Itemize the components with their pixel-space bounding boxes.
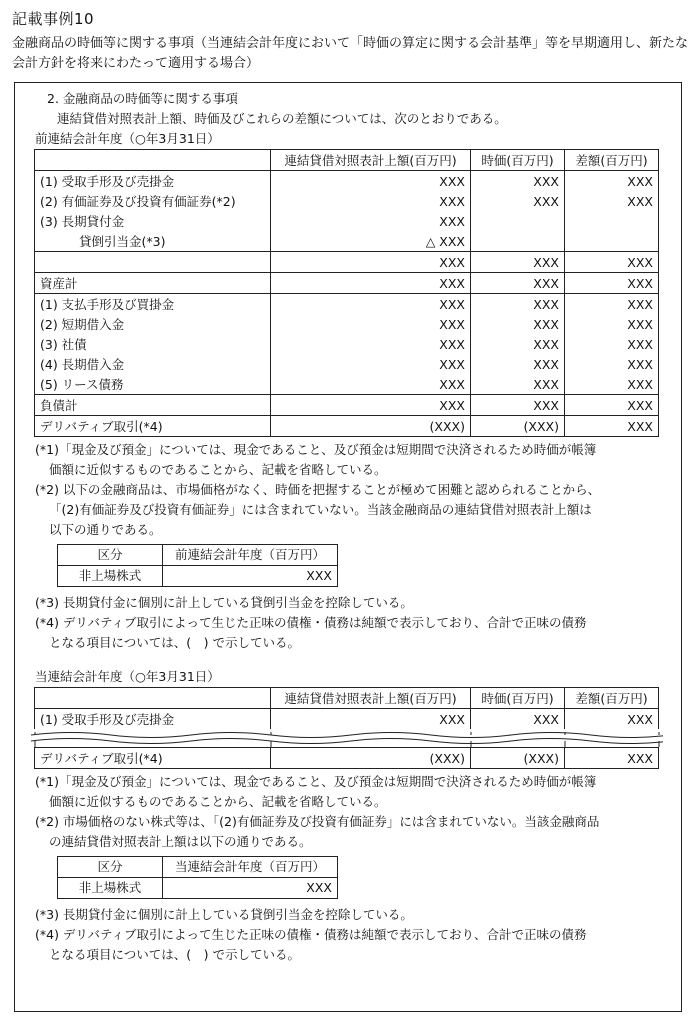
row-fair-value: XXX [471,314,565,334]
section-intro: 連結貸借対照表計上額、時価及びこれらの差額については、次のとおりである。 [57,111,507,126]
table-row [35,211,659,231]
row-label: 貸倒引当金(*3) [35,231,271,252]
small-cell-value: XXX [163,878,338,899]
row-fair-value: XXX [471,252,565,273]
row-book-value: XXX [271,374,471,395]
small-cell-value: XXX [163,566,338,587]
table-row [35,252,659,273]
prior-unlisted-table [57,544,338,587]
note-4-line-1: (*4) デリバティブ取引によって生じた正味の債権・債務は純額で表示しており、合計で正味の債務 [35,615,587,630]
row-label [35,252,271,273]
small-header-year: 当連結会計年度（百万円） [163,857,338,878]
small-table-header [58,545,338,566]
small-table-header [58,857,338,878]
note-4-line-2: となる項目については、( ) で示している。 [49,947,300,962]
row-label: (3) 社債 [35,334,271,354]
note-2-line-2: 「(2)有価証券及び投資有価証券」には含まれていない。当該金融商品の連結貸借対照表計上額は [49,502,592,517]
table-row [35,191,659,211]
row-fair-value: (XXX) [471,416,565,437]
row-label: (3) 長期貸付金 [35,211,271,231]
header-cell-fair-value: 時価(百万円) [471,150,565,171]
row-fair-value: XXX [471,171,565,192]
row-fair-value: XXX [471,374,565,395]
table-row [35,748,659,769]
header-cell-book-value: 連結貸借対照表計上額(百万円) [271,150,471,171]
row-label: デリバティブ取引(*4) [35,748,271,769]
table-row [35,273,659,294]
row-book-value: XXX [271,314,471,334]
note-1-line-2: 価額に近似するものであることから、記載を省略している。 [49,462,387,477]
current-table-bottom [34,747,659,769]
row-book-value: XXX [271,334,471,354]
row-book-value: (XXX) [271,416,471,437]
row-fair-value: XXX [471,294,565,315]
row-label: (2) 有価証券及び投資有価証券(*2) [35,191,271,211]
prior-table [34,149,659,437]
section-heading: 2. 金融商品の時価等に関する事項 [47,91,238,106]
row-fair-value: XXX [471,709,565,730]
row-label: 負債計 [35,395,271,416]
header-cell-difference: 差額(百万円) [565,688,659,709]
header-cell-fair-value: 時価(百万円) [471,688,565,709]
table-row [35,354,659,374]
table-header-row [35,150,659,171]
table-header-row [35,688,659,709]
row-fair-value [471,231,565,252]
small-table-row [58,566,338,587]
table-row [35,374,659,395]
small-cell-category: 非上場株式 [58,566,163,587]
header-cell-book-value: 連結貸借対照表計上額(百万円) [271,688,471,709]
row-book-value: (XXX) [271,748,471,769]
small-header-year: 前連結会計年度（百万円） [163,545,338,566]
table-row [35,709,659,730]
row-book-value: XXX [271,354,471,374]
table-row [35,231,659,252]
table-row [35,416,659,437]
row-book-value: XXX [271,273,471,294]
note-3: (*3) 長期貸付金に個別に計上している貸倒引当金を控除している。 [35,595,413,610]
row-fair-value: XXX [471,191,565,211]
header-cell-difference: 差額(百万円) [565,150,659,171]
row-difference [565,211,659,231]
table-row [35,395,659,416]
table-row [35,314,659,334]
row-difference [565,231,659,252]
row-difference: XXX [565,395,659,416]
table-row [35,294,659,315]
small-header-category: 区分 [58,545,163,566]
header-cell-blank [35,688,271,709]
row-label: (2) 短期借入金 [35,314,271,334]
row-label: (1) 支払手形及び買掛金 [35,294,271,315]
row-label: 資産計 [35,273,271,294]
note-1-line-1: (*1)「現金及び預金」については、現金であること、及び預金は短期間で決済されるため時価が帳簿 [35,442,597,457]
row-difference: XXX [565,252,659,273]
row-difference: XXX [565,294,659,315]
row-fair-value: (XXX) [471,748,565,769]
small-header-category: 区分 [58,857,163,878]
row-label: (5) リース債務 [35,374,271,395]
row-difference: XXX [565,314,659,334]
note-2-line-1: (*2) 市場価格のない株式等は、「(2)有価証券及び投資有価証券」には含まれていない。当該金融商品 [35,814,600,829]
prior-heading: 前連結会計年度（○年3月31日） [35,131,220,146]
row-fair-value: XXX [471,354,565,374]
note-2-line-2: の連結貸借対照表計上額は以下の通りである。 [49,834,312,849]
row-label: (1) 受取手形及び売掛金 [35,709,271,730]
row-difference: XXX [565,354,659,374]
note-1-line-2: 価額に近似するものであることから、記載を省略している。 [49,794,387,809]
note-3: (*3) 長期貸付金に個別に計上している貸倒引当金を控除している。 [35,907,413,922]
row-label: (4) 長期借入金 [35,354,271,374]
note-4-line-1: (*4) デリバティブ取引によって生じた正味の債権・債務は純額で表示しており、合計で正味の債務 [35,927,587,942]
row-book-value: XXX [271,395,471,416]
row-difference: XXX [565,273,659,294]
note-4-line-2: となる項目については、( ) で示している。 [49,635,300,650]
row-book-value: △ XXX [271,231,471,252]
row-difference: XXX [565,709,659,730]
current-notes [35,772,663,965]
current-unlisted-table [57,856,338,899]
row-book-value: XXX [271,294,471,315]
row-difference: XXX [565,748,659,769]
row-difference: XXX [565,374,659,395]
header-cell-blank [35,150,271,171]
page-subtitle: 金融商品の時価等に関する事項（当連結会計年度において「時価の算定に関する会計基準」等を早期適用し、新たな会計方針を将来にわたって適用する場合） [12,36,689,71]
row-book-value: XXX [271,252,471,273]
current-table-top [34,687,659,729]
omission-wave [31,729,663,747]
row-fair-value: XXX [471,395,565,416]
row-difference: XXX [565,334,659,354]
note-2-line-1: (*2) 以下の金融商品は、市場価格がなく、時価を把握することが極めて困難と認められることから、 [35,482,601,497]
row-difference: XXX [565,416,659,437]
prior-notes [35,440,663,653]
table-row [35,334,659,354]
current-heading: 当連結会計年度（○年3月31日） [35,669,220,684]
table-row [35,171,659,192]
page-title: 記載事例10 [12,10,95,28]
note-2-line-3: 以下の通りである。 [49,522,162,537]
row-fair-value: XXX [471,334,565,354]
small-cell-category: 非上場株式 [58,878,163,899]
row-label: デリバティブ取引(*4) [35,416,271,437]
row-fair-value [471,211,565,231]
note-1-line-1: (*1)「現金及び預金」については、現金であること、及び預金は短期間で決済されるため時価が帳簿 [35,774,597,789]
row-difference: XXX [565,191,659,211]
row-difference: XXX [565,171,659,192]
content-box [14,82,682,1012]
row-book-value: XXX [271,191,471,211]
small-table-row [58,878,338,899]
content-inner [35,89,663,965]
row-book-value: XXX [271,171,471,192]
row-fair-value: XXX [471,273,565,294]
row-book-value: XXX [271,709,471,730]
row-book-value: XXX [271,211,471,231]
row-label: (1) 受取手形及び売掛金 [35,171,271,192]
